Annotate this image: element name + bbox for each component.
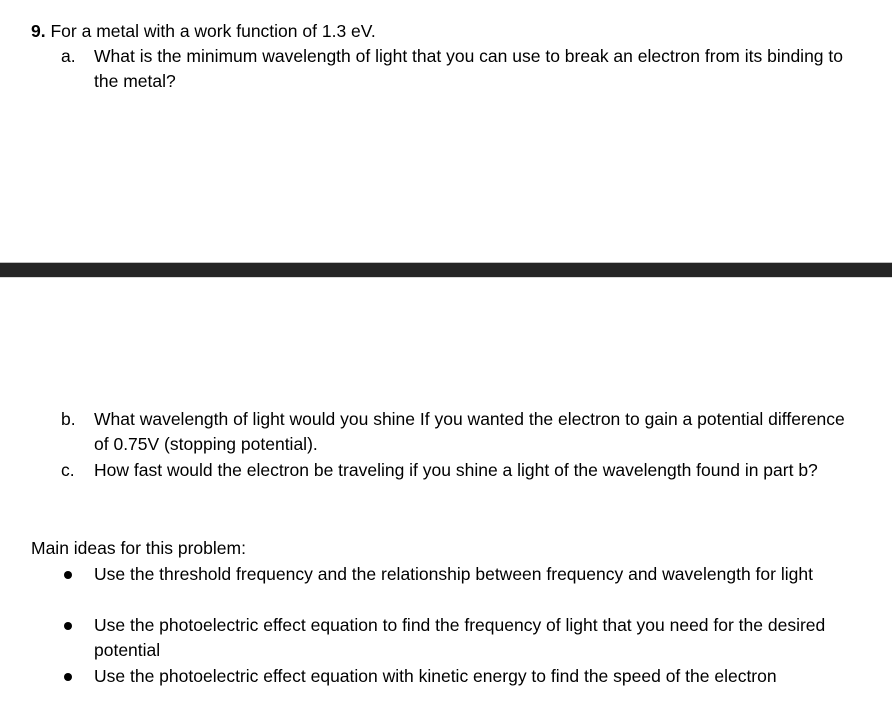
main-idea-text: Use the photoelectric effect equation to find the frequency of light that you need for the desired potential bbox=[94, 615, 826, 660]
part-text: How fast would the electron be traveling if you shine a light of the wavelength found in part b? bbox=[94, 460, 818, 480]
question-heading bbox=[31, 19, 376, 44]
main-ideas-heading: Main ideas for this problem: bbox=[31, 538, 246, 558]
main-idea-text: Use the threshold frequency and the relationship between frequency and wavelength for light bbox=[94, 564, 813, 584]
main-idea-item bbox=[61, 664, 861, 689]
question-prompt: For a metal with a work function of 1.3 eV. bbox=[50, 21, 376, 41]
main-idea-text: Use the photoelectric effect equation with kinetic energy to find the speed of the electron bbox=[94, 666, 777, 686]
main-idea-item bbox=[61, 613, 861, 663]
part-marker: c. bbox=[61, 460, 75, 480]
bullet-icon bbox=[64, 622, 72, 630]
bullet-icon bbox=[64, 673, 72, 681]
part-marker: a. bbox=[61, 46, 76, 66]
question-part-c bbox=[61, 458, 851, 483]
part-text: What wavelength of light would you shine If you wanted the electron to gain a potential difference of 0.75V (stopping potential). bbox=[94, 409, 845, 454]
page-break-divider bbox=[0, 262, 892, 278]
question-part-a bbox=[61, 44, 851, 94]
bullet-icon bbox=[64, 571, 72, 579]
part-text: What is the minimum wavelength of light that you can use to break an electron from its binding to the metal? bbox=[94, 46, 843, 91]
part-marker: b. bbox=[61, 409, 76, 429]
question-part-b bbox=[61, 407, 851, 457]
main-idea-item bbox=[61, 562, 861, 587]
question-number: 9. bbox=[31, 21, 46, 41]
